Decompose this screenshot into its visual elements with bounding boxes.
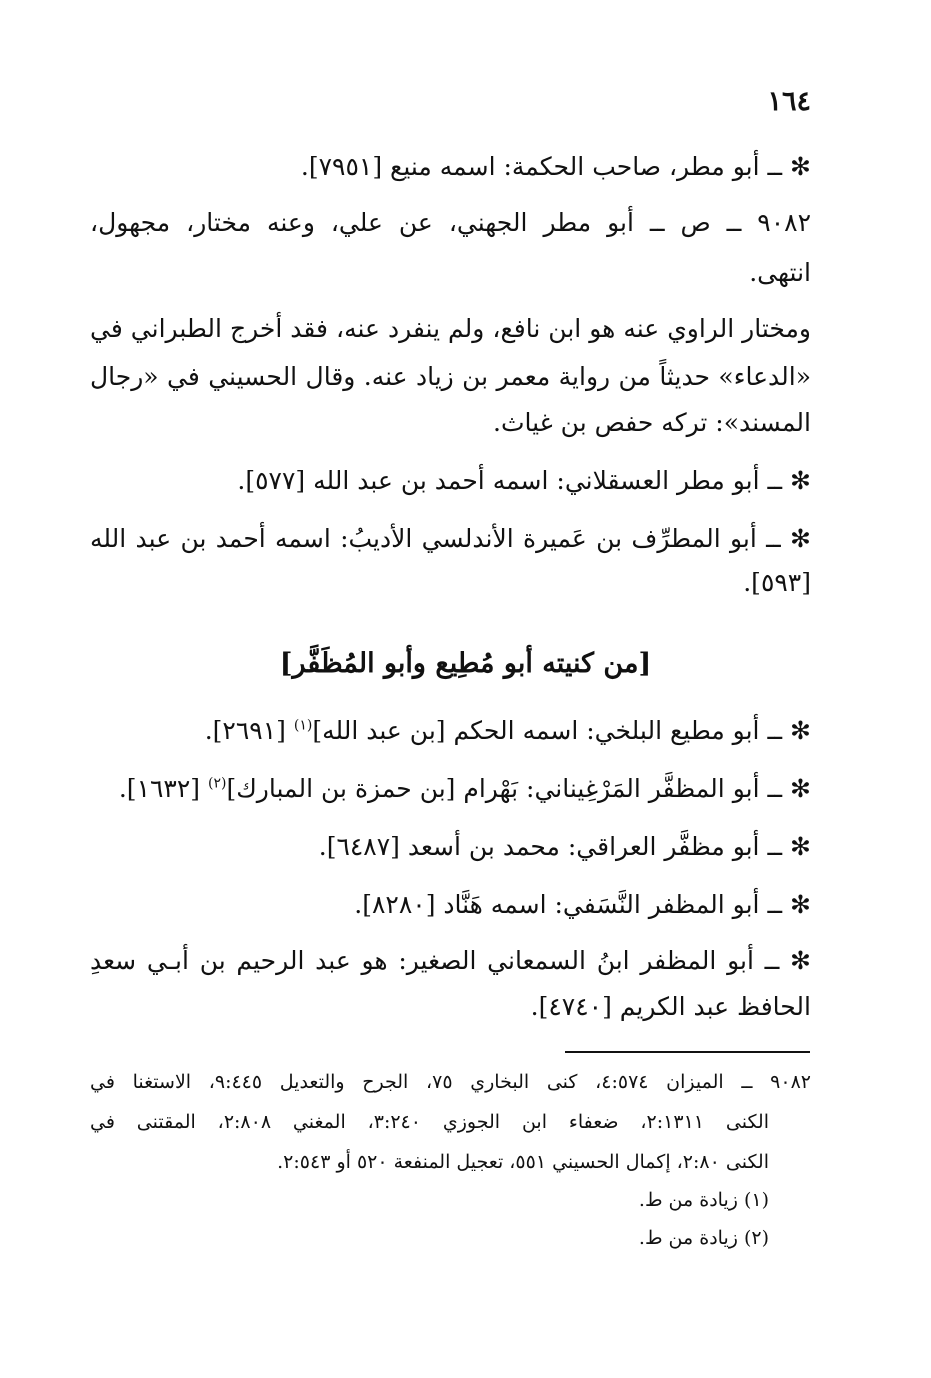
entry-line: ✻ ــ أبو المظفر ابنُ السمعاني الصغير: هو عبد الرحيم بن أبـي سعدِ bbox=[90, 946, 811, 975]
entry-line: [٥٩٣]. bbox=[743, 568, 811, 597]
entry-line bbox=[90, 714, 811, 748]
footnote-line: (١) زيادة من ط. bbox=[638, 1189, 769, 1211]
paragraph-line: المسند»: تركه حفص بن غياث. bbox=[493, 408, 811, 437]
footnote-line: الكنى ٢:١٣١١، ضعفاء ابن الجوزي ٣:٢٤٠، المغني ٢:٨٠٨، المقتنى في bbox=[90, 1111, 770, 1133]
entry-text: ✻ ــ أبو مطيع البلخي: اسمه الحكم [بن عبد الله] bbox=[312, 716, 811, 745]
entry-line: ✻ ــ أبو مظفَّر العراقي: محمد بن أسعد [٦٤٨٧]. bbox=[318, 832, 811, 861]
entry-line: انتهى. bbox=[749, 258, 811, 287]
entry-text: [١٦٣٢]. bbox=[118, 774, 208, 803]
entry-line: ✻ ــ أبو المظفر النَّسَفي: اسمه هَنَّاد [٨٢٨٠]. bbox=[354, 890, 811, 919]
page-number: ١٦٤ bbox=[767, 86, 811, 117]
footnote-separator bbox=[565, 1051, 810, 1053]
entry-line: ✻ ــ أبو مطر، صاحب الحكمة: اسمه منيع [٧٩٥١]. bbox=[300, 152, 811, 181]
entry-line: ✻ ــ أبو مطر العسقلاني: اسمه أحمد بن عبد الله [٥٧٧]. bbox=[237, 466, 811, 495]
paragraph-line: ومختار الراوي عنه هو ابن نافع، ولم ينفرد عنه، فقد أخرج الطبراني في bbox=[90, 314, 811, 343]
section-heading: [من كنيته أبو مُطِيع وأبو المُظَفَّر] bbox=[279, 648, 652, 679]
footnote-ref: (١) bbox=[293, 717, 313, 734]
entry-line bbox=[90, 772, 811, 806]
entry-line: ٩٠٨٢ ــ ص ــ أبو مطر الجهني، عن علي، وعنه مختار، مجهول، bbox=[90, 208, 811, 237]
paragraph-line: «الدعاء» حديثاً من رواية معمر بن زياد عنه. وقال الحسيني في «رجال bbox=[90, 362, 811, 391]
entry-line: الحافظ عبد الكريم [٤٧٤٠]. bbox=[530, 992, 811, 1021]
footnote-line: الكنى ٢:٨٠، إكمال الحسيني ٥٥١، تعجيل المنفعة ٥٢٠ أو ٢:٥٤٣. bbox=[277, 1151, 769, 1173]
footnote-ref: (٢) bbox=[207, 775, 227, 792]
entry-text: ✻ ــ أبو المظفَّر المَرْغِيناني: بَهْرام [بن حمزة بن المبارك] bbox=[226, 774, 811, 803]
footnote-line: (٢) زيادة من ط. bbox=[638, 1227, 769, 1249]
entry-text: [٢٦٩١]. bbox=[204, 716, 294, 745]
entry-line: ✻ ــ أبو المطرِّف بن عَميرة الأندلسي الأديبُ: اسمه أحمد بن عبد الله bbox=[90, 524, 811, 553]
footnote-line: ٩٠٨٢ ــ الميزان ٤:٥٧٤، كنى البخاري ٧٥، الجرح والتعديل ٩:٤٤٥، الاستغنا في bbox=[90, 1071, 811, 1093]
